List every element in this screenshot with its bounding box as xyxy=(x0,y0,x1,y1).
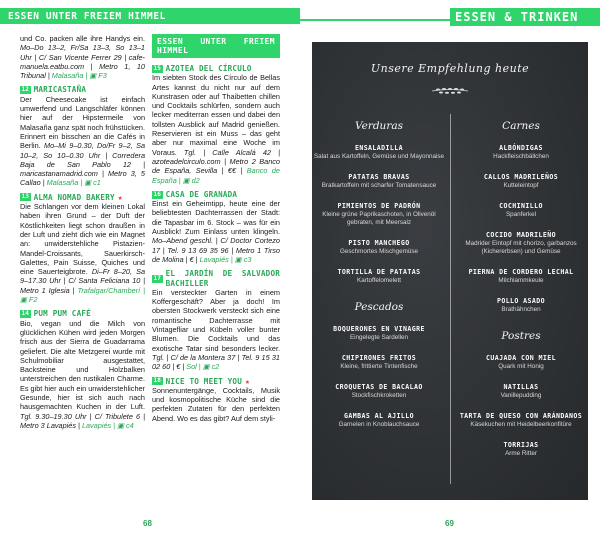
entry-text: Der Cheesecake ist einfach umwerfend und Langschläfer können hier auf der Hipstermeile von Malasaña ganz spät noch frühstücken. Erinnert ein bisschen an die Cafés in Berlin. xyxy=(20,94,145,151)
entry-name: PUM PUM CAFÉ xyxy=(33,309,91,319)
dish-name: POLLO ASADO xyxy=(496,297,546,305)
menu-dish xyxy=(454,354,588,371)
menu-dish xyxy=(454,383,588,400)
dish-name: CROQUETAS DE BACALAO xyxy=(335,383,423,391)
dish-description: Kutteleintopf xyxy=(503,182,539,189)
entry-map-ref: Malasaña | ▣ c1 xyxy=(46,178,101,188)
entry-address: Tgl. 9.30–19.30 Uhr | C/ Tribulete 6 | Metro 3 Lavapiés | xyxy=(20,411,145,430)
page-number-left: 68 xyxy=(143,519,152,528)
dish-name: PIERNA DE CORDERO LECHAL xyxy=(468,268,574,276)
entry-title xyxy=(152,377,280,386)
dish-description: Salat aus Kartoffeln, Gemüse und Mayonnaise xyxy=(313,153,445,160)
dish-name: PATATAS BRAVAS xyxy=(348,173,410,181)
dish-name: TORTILLA DE PATATAS xyxy=(337,268,421,276)
entry-body xyxy=(20,95,145,188)
entry-title xyxy=(20,309,145,318)
dish-name: TARTA DE QUESO CON ARÁNDANOS xyxy=(459,412,583,420)
entry-map-ref: Sol | ▣ c2 xyxy=(186,362,220,372)
right-header-title: ESSEN & TRINKEN xyxy=(455,10,579,24)
menu-column-divider xyxy=(450,114,451,484)
menu-dish xyxy=(312,268,446,285)
dish-description: Kleine, frittierte Tintenfische xyxy=(340,363,418,370)
dish-description: Quark mit Honig xyxy=(498,363,544,370)
dish-description: Hackfleischbällchen xyxy=(493,153,549,160)
entry-name: CASA DE GRANADA xyxy=(165,189,238,199)
entry-title xyxy=(20,85,145,94)
dish-description: Garnelen in Knoblauchsauce xyxy=(338,421,420,428)
middle-column xyxy=(152,34,280,427)
dish-name: COCHINILLO xyxy=(499,202,543,210)
menu-dish xyxy=(312,412,446,429)
entry-body xyxy=(152,199,280,264)
menu-dish xyxy=(312,383,446,400)
menu-dish xyxy=(312,173,446,190)
entry-number-badge: 16 xyxy=(153,190,162,198)
entry-text: Einst ein Geheimtipp, heute eine der beliebtesten Dachterrassen der Stadt: die Tapasbar im 6. Stock – was für ein Ausblick! Zum Einlass unten klingeln. xyxy=(152,199,280,237)
menu-dish xyxy=(454,412,588,429)
dish-description: Bratkartoffeln mit scharfer Tomatensauce xyxy=(321,182,437,189)
entry-number-badge: 18 xyxy=(153,377,162,385)
menu-dish xyxy=(312,325,446,342)
dish-description: Milchlammkeule xyxy=(498,277,544,284)
entry-address: Mo–Abend geschl. | C/ Doctor Cortezo 17 | Tel. 9 13 69 35 96 | Metro 1 Tirso de Molina | € | xyxy=(152,236,280,264)
dish-name: CUAJADA CON MIEL xyxy=(486,354,556,362)
dish-name: TORRIJAS xyxy=(503,441,539,449)
entry-number-badge: 14 xyxy=(21,309,30,317)
entry-text: Bio, vegan und die Milch von glücklichen Kühen wird jeden Morgen frisch aus der Sierra de Guadarrama geliefert. Die alte Metzgerei wurde mit Schulmobiliar ausgestattet, Backsteine und Holzbalken unterstreichen den rustikalen Charme. Es gibt hier auch ein unwiderstehlicher Gesunde, hier ist sich auch nach hausgemachten Kuchen in der Luft. xyxy=(20,318,145,412)
entry-title xyxy=(152,269,280,288)
dish-name: GAMBAS AL AJILLO xyxy=(344,412,414,420)
entry-text: Sonnenuntergänge, Cocktails, Musik und kosmopolitische Küche sind die perfekten Zutaten für den perfekten Abend. Wo es das gibt? Auf dem styli- xyxy=(152,385,280,423)
entry-title xyxy=(152,64,280,73)
laurel-ornament-icon xyxy=(430,86,470,96)
dish-description: Arme Ritter xyxy=(505,450,537,457)
entry-address: Di–Fr 8–20, Sa 9–17.30 Uhr | C/ Santa Feliciana 10 | Metro 1 Iglesia | xyxy=(20,267,146,295)
entry-address: Tgl. | C/ de la Montera 37 | Tel. 9 15 31 02 60 | € | xyxy=(152,352,280,372)
entry-body xyxy=(152,288,280,372)
entry-map-ref: Lavapiés | ▣ c3 xyxy=(199,254,252,264)
dish-description: Eingelegte Sardellen xyxy=(349,334,409,341)
menu-dish xyxy=(312,202,446,227)
entry-name: NICE TO MEET YOU xyxy=(165,376,242,386)
entry-map-ref: Banco de España | ▣ d2 xyxy=(152,166,280,185)
menu-dish xyxy=(312,354,446,371)
entry-name: ALMA NOMAD BAKERY xyxy=(33,192,115,202)
left-column-entries xyxy=(20,85,145,430)
menu-dish xyxy=(454,202,588,219)
dish-name: CALLOS MADRILEÑOS xyxy=(483,173,559,181)
dish-description: Vanillepudding xyxy=(500,392,542,399)
dish-name: PIMIENTOS DE PADRÓN xyxy=(337,202,421,210)
menu-section-heading: Carnes xyxy=(502,120,540,132)
menu-dish xyxy=(454,231,588,256)
menu-section-heading: Pescados xyxy=(354,301,404,313)
entry-body xyxy=(20,202,145,304)
entry-number-badge: 13 xyxy=(21,193,30,201)
entry-text: Im siebten Stock des Círculo de Bellas Artes kannst du nicht nur auf dem Kunstrasen oder auf Thaibetten chillen und Cocktails schlürfen, sondern auch lecker mediterran essen und dabei den tollsten Ausblick auf Madrid genießen. Reservieren ist ein Muss – das geht aber nur maximal eine Woche im Voraus. xyxy=(152,73,280,157)
entry-text: Ein versteckter Garten in einem Koffergeschäft? Aber ja doch! Im obersten Stockwerk versteckt sich eine romantische Dachterrasse mit Vintagefliar und Kübeln voller bunter Blumen. Die Cocktails und das exotische Tatar sind besonders lecker. xyxy=(152,287,280,353)
dish-description: Madrider Eintopf mit chorizo, garbanzos (Kichererbsen) und Gemüse xyxy=(465,240,577,255)
entry-number-badge: 15 xyxy=(153,64,162,72)
menu-dish xyxy=(312,144,446,161)
menu-section-heading: Postres xyxy=(501,330,541,342)
dish-description: Brathähnchen xyxy=(501,306,541,313)
star-icon: ★ xyxy=(117,192,123,202)
entry-number-badge: 12 xyxy=(21,86,30,94)
dish-name: COCIDO MADRILEÑO xyxy=(486,231,556,239)
dish-name: CHIPIRONES FRITOS xyxy=(341,354,417,362)
menu-left-column xyxy=(312,120,446,429)
entry-name: AZOTEA DEL CÍRCULO xyxy=(165,64,252,73)
entry-body xyxy=(20,319,145,431)
dish-description: Käsekuchen mit Heidelbeerkonfitüre xyxy=(470,421,572,428)
left-column xyxy=(20,34,145,434)
dish-description: Spanferkel xyxy=(505,211,537,218)
entry-body xyxy=(152,73,280,185)
dish-name: NATILLAS xyxy=(503,383,539,391)
dish-description: Kleine grüne Paprikaschoten, in Olivenöl gebraten, mit Meersalz xyxy=(322,211,436,226)
entry-number-badge: 17 xyxy=(153,274,162,282)
entry-title xyxy=(152,190,280,199)
right-header-rule xyxy=(300,19,450,21)
page-number-right: 69 xyxy=(445,519,454,528)
menu-right-column xyxy=(454,120,588,458)
dish-name: BOQUERONES EN VINAGRE xyxy=(333,325,425,333)
entry-title xyxy=(20,193,145,202)
dish-description: Stockfischkroketten xyxy=(351,392,407,399)
menu-dish xyxy=(312,239,446,256)
entry-map-ref: Lavapiés | ▣ c4 xyxy=(81,420,134,430)
menu-dish xyxy=(454,297,588,314)
menu-dish xyxy=(454,441,588,458)
menu-dish xyxy=(454,173,588,190)
left-header-title: ESSEN UNTER FREIEM HIMMEL xyxy=(8,11,166,22)
menu-dish xyxy=(454,144,588,161)
chalkboard-menu xyxy=(312,42,588,500)
dish-name: ENSALADILLA xyxy=(354,144,404,152)
dish-description: Kartoffelomelett xyxy=(357,277,401,284)
entry-text: Die Schlangen vor dem kleinen Lokal haben ihren Grund – der Duft der Köstlichkeiten liegt schon draußen in der Luft und zieht dich wie ein Magnet an: unwiderstehliche Pistazien-Mandel-Croissants, Sauerkirsch-Galettes, Pain Suisse, Quiches und eine Sauerteigbrote. xyxy=(20,202,145,277)
intro-paragraph: und Co. packen alle ihre Handys ein. Mo–Do 13–2, Fr/Sa 13–3, So 13–1 Uhr | C/ San Vicente Ferrer 29 | cafe-manuela.eatbu.com | Metro 1, 10 Tribunal | Malasaña | ▣ F3 xyxy=(20,34,145,81)
menu-section-heading: Verduras xyxy=(354,120,403,132)
dish-name: PISTO MANCHEGO xyxy=(348,239,410,247)
dish-name: ALBÓNDIGAS xyxy=(499,144,543,152)
right-page xyxy=(300,0,600,538)
right-header-bar xyxy=(450,8,600,26)
dish-description: Geschmortes Mischgemüse xyxy=(339,248,419,255)
entry-name: MARICASTAÑA xyxy=(33,85,87,95)
section-heading-box: ESSEN UNTER FREIEM HIMMEL xyxy=(152,34,280,58)
menu-title: Unsere Empfehlung heute xyxy=(370,62,530,75)
middle-column-entries xyxy=(152,64,280,423)
entry-name: EL JARDÍN DE SALVADOR BACHILLER xyxy=(165,269,280,288)
menu-dish xyxy=(454,268,588,285)
entry-address: Mo–Mi 9–0.30, Do/Fr 9–2, Sa 10–2, So 10–0.30 Uhr | Corredera Baja de San Pablo 12 | maricastanamadrid.com | Metro 3, 5 Callao | xyxy=(20,141,145,188)
left-header-bar xyxy=(0,8,300,24)
star-icon: ★ xyxy=(244,376,251,386)
entry-map-ref: Trafalgar/Chamberí | ▣ F2 xyxy=(20,285,145,305)
entry-address: Tgl. | Calle Alcalá 42 | azoteadelcirculo.com | Metro 2 Banco de España, Sevilla | €€ | xyxy=(152,147,280,176)
entry-body xyxy=(152,386,280,423)
